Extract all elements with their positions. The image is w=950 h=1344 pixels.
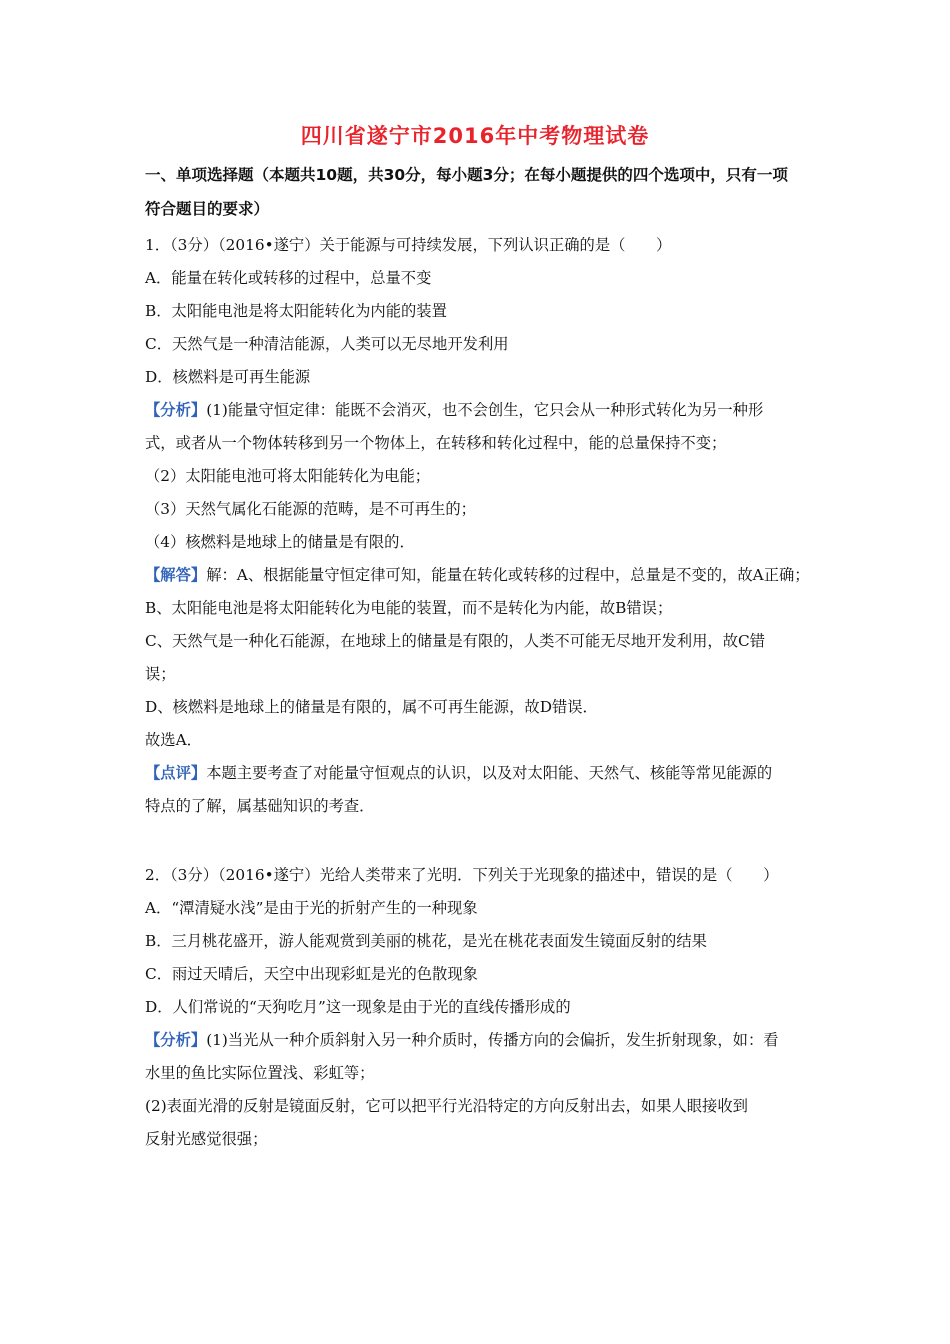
question-gap xyxy=(145,823,825,859)
answer-text: 解：A、根据能量守恒定律可知，能量在转化或转移的过程中，总量是不变的，故A正确； xyxy=(206,566,810,584)
question-1-option-c: C．天然气是一种清洁能源，人类可以无尽地开发利用 xyxy=(145,335,509,353)
question-1-analysis-line-3: （2）太阳能电池可将太阳能转化为电能； xyxy=(145,467,431,485)
question-1-analysis-line-5: （4）核燃料是地球上的储量是有限的． xyxy=(145,533,415,551)
question-1-option-b: B．太阳能电池是将太阳能转化为内能的装置 xyxy=(145,302,447,320)
question-2-option-a: A．“潭清疑水浅”是由于光的折射产生的一种现象 xyxy=(145,899,478,917)
answer-tag: 【解答】 xyxy=(145,566,207,584)
question-2-analysis-line-3: (2)表面光滑的反射是镜面反射，它可以把平行光沿特定的方向反射出去，如果人眼接收到 xyxy=(145,1097,748,1115)
question-2-analysis-line-4: 反射光感觉很强； xyxy=(145,1130,268,1148)
question-2-stem: 2．（3分）（2016•遂宁）光给人类带来了光明．下列关于光现象的描述中，错误的是（ ） xyxy=(145,866,779,884)
question-2-option-d: D．人们常说的“天狗吃月”这一现象是由于光的直线传播形成的 xyxy=(145,998,571,1016)
question-1-answer-line-6: 故选A． xyxy=(145,731,202,749)
question-1-option-a: A．能量在转化或转移的过程中，总量不变 xyxy=(145,269,432,287)
analysis-tag: 【分析】 xyxy=(145,1031,207,1049)
question-1-option-d: D．核燃料是可再生能源 xyxy=(145,368,311,386)
question-1-answer-line-1 xyxy=(145,559,825,592)
question-1-answer-line-3: C、天然气是一种化石能源，在地球上的储量是有限的，人类不可能无尽地开发利用，故C错 xyxy=(145,632,765,650)
question-1-answer-line-4: 误； xyxy=(145,665,176,683)
analysis-text: (1)当光从一种介质斜射入另一种介质时，传播方向的会偏折，发生折射现象，如：看 xyxy=(206,1031,779,1049)
section-header xyxy=(145,158,825,226)
question-1-analysis-line-2: 式，或者从一个物体转移到另一个物体上，在转移和转化过程中，能的总量保持不变； xyxy=(145,434,727,452)
section-header-line-2: 符合题目的要求） xyxy=(145,200,270,218)
question-2-option-b: B．三月桃花盛开，游人能观赏到美丽的桃花，是光在桃花表面发生镜面反射的结果 xyxy=(145,932,707,950)
question-1-answer-line-5: D、核燃料是地球上的储量是有限的，属不可再生能源，故D错误． xyxy=(145,698,598,716)
question-2-analysis-line-2: 水里的鱼比实际位置浅、彩虹等； xyxy=(145,1064,375,1082)
question-1-analysis-line-1 xyxy=(145,394,825,427)
question-2-analysis-line-1 xyxy=(145,1024,825,1057)
question-1-stem: 1．（3分）（2016•遂宁）关于能源与可持续发展，下列认识正确的是（ ） xyxy=(145,236,672,254)
content-body xyxy=(145,229,825,1156)
page-title: 四川省遂宁市2016年中考物理试卷 xyxy=(300,124,650,148)
comment-text: 本题主要考查了对能量守恒观点的认识，以及对太阳能、天然气、核能等常见能源的 xyxy=(206,764,773,782)
comment-tag: 【点评】 xyxy=(145,764,207,782)
question-1-comment-line-1 xyxy=(145,757,825,790)
analysis-tag: 【分析】 xyxy=(145,401,207,419)
question-1-analysis-line-4: （3）天然气属化石能源的范畴，是不可再生的； xyxy=(145,500,476,518)
question-2-option-c: C．雨过天晴后，天空中出现彩虹是光的色散现象 xyxy=(145,965,478,983)
question-1-answer-line-2: B、太阳能电池是将太阳能转化为电能的装置，而不是转化为内能，故B错误； xyxy=(145,599,673,617)
section-header-line-1: 一、单项选择题（本题共10题，共30分，每小题3分；在每小题提供的四个选项中，只有一项 xyxy=(145,166,788,184)
analysis-text: (1)能量守恒定律：能既不会消灭，也不会创生，它只会从一种形式转化为另一种形 xyxy=(206,401,764,419)
question-1-comment-line-2: 特点的了解，属基础知识的考查． xyxy=(145,797,375,815)
